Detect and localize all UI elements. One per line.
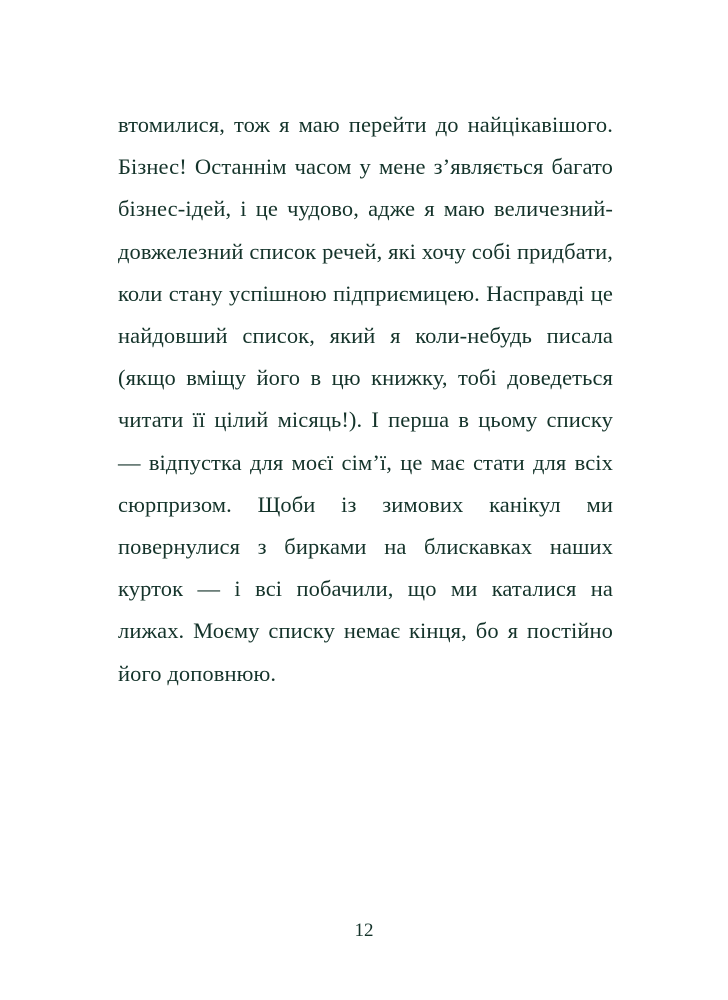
page-body-text bbox=[118, 104, 613, 695]
paragraph: втомилися, тож я маю перейти до найцікавішого. Бізнес! Останнім часом у мене з’являється багато бізнес-ідей, і це чудово, адже я маю величезний-довжелезний список речей, які хочу собі придбати, коли стану успішною підприємицею. Насправді це найдовший список, який я коли-небудь писала (якщо вміщу його в цю книжку, тобі доведеться читати її цілий місяць!). І перша в цьому списку — відпустка для моєї сім’ї, це має стати для всіх сюрпризом. Щоби із зимових канікул ми повернулися з бирками на блискавках наших курток — і всі побачили, що ми каталися на лижах. Моєму списку немає кінця, бо я постійно його доповнюю. bbox=[118, 112, 613, 686]
page-number: 12 bbox=[354, 920, 374, 941]
